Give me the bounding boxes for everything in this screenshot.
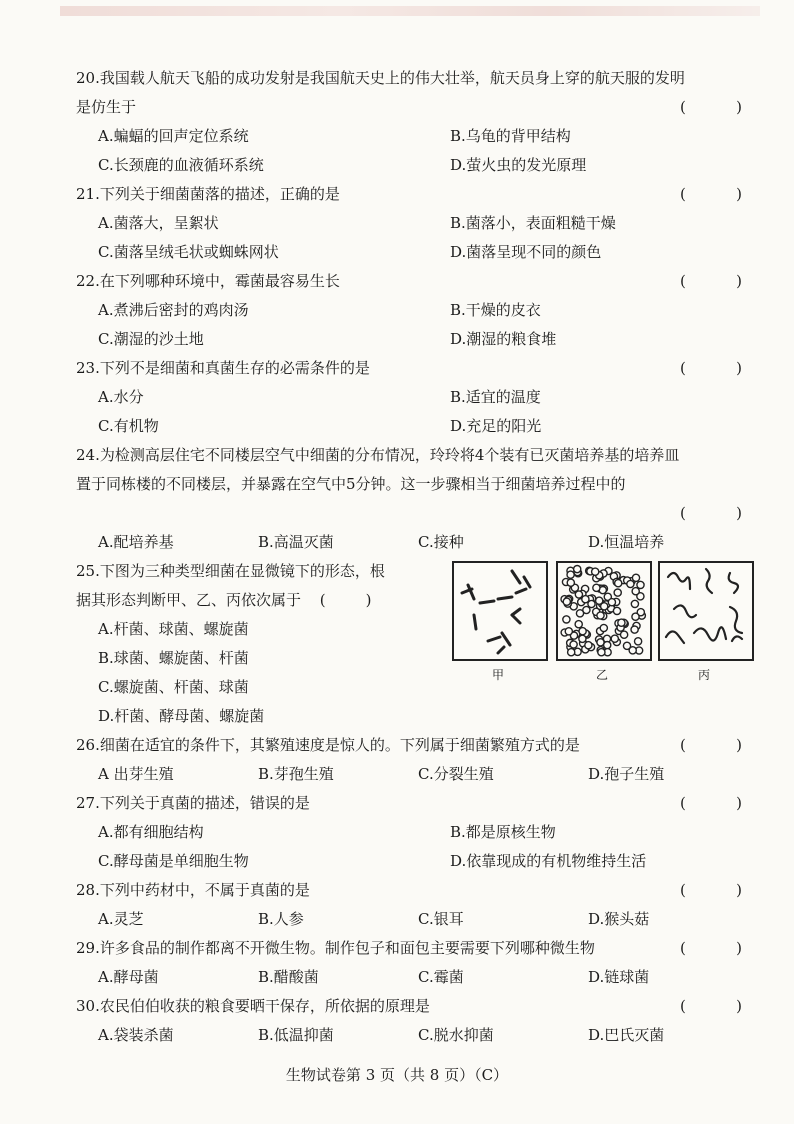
figure-panel-coccus (556, 561, 652, 661)
options (76, 1021, 756, 1050)
option-d: D.猴头菇 (588, 910, 650, 928)
option-c: C.分裂生殖 (418, 765, 494, 783)
coccus-cell (618, 619, 625, 626)
answer-bracket: ( ) (680, 997, 742, 1015)
question-24 (76, 441, 756, 557)
question-stem: 是仿生于 (76, 98, 137, 116)
question-22 (76, 267, 756, 354)
options (76, 296, 756, 354)
coccus-cell (598, 649, 605, 656)
question-27 (76, 789, 756, 876)
option-a: A.蝙蝠的回声定位系统 (98, 127, 249, 145)
option-a: A.配培养基 (98, 533, 174, 551)
coccus-cell (567, 571, 574, 578)
coccus-cell (574, 566, 581, 573)
option-c: C.酵母菌是单细胞生物 (98, 852, 249, 870)
question-stem: 25.下图为三种类型细菌在显微镜下的形态，根 (76, 562, 385, 580)
option-d: D.孢子生殖 (588, 765, 665, 783)
coccus-cell (613, 607, 620, 614)
option-b: B.醋酸菌 (258, 968, 319, 986)
exam-page (76, 64, 756, 1050)
answer-bracket: ( ) (680, 736, 742, 754)
coccus-cell (614, 589, 621, 596)
coccus-cell (600, 624, 607, 631)
option-a: A.煮沸后密封的鸡肉汤 (98, 301, 249, 319)
coccus-cell (615, 580, 622, 587)
option-b: B.都是原核生物 (450, 823, 556, 841)
answer-bracket: ( ) (680, 98, 742, 116)
coccus-cell (597, 612, 604, 619)
question-stem: 27.下列关于真菌的描述，错误的是 (76, 794, 310, 812)
coccus-cell (627, 580, 634, 587)
option-d: D.菌落呈现不同的颜色 (450, 243, 602, 261)
options (76, 818, 756, 876)
options (76, 528, 756, 557)
option-a: A.酵母菌 (98, 968, 159, 986)
question-29 (76, 934, 756, 992)
option-b: B.高温灭菌 (258, 533, 334, 551)
question-28 (76, 876, 756, 934)
options (76, 383, 756, 441)
option-b: B.适宜的温度 (450, 388, 541, 406)
coccus-cell (565, 628, 572, 635)
question-stem: 30.农民伯伯收获的粮食要晒干保存，所依据的原理是 (76, 997, 430, 1015)
answer-bracket: ( ) (680, 272, 742, 290)
option-c: C.有机物 (98, 417, 159, 435)
coccus-cell (575, 621, 582, 628)
question-21 (76, 180, 756, 267)
option-c: C.菌落呈绒毛状或蜘蛛网状 (98, 243, 279, 261)
scan-header-strip (60, 6, 760, 16)
question-stem: 置于同栋楼的不同楼层，并暴露在空气中5分钟。这一步骤相当于细菌培养过程中的 (76, 475, 626, 493)
question-stem: 29.许多食品的制作都离不开微生物。制作包子和面包主要需要下列哪种微生物 (76, 939, 595, 957)
answer-bracket: ( ) (680, 185, 742, 203)
coccus-cell (621, 631, 628, 638)
question-20 (76, 64, 756, 180)
answer-bracket: ( ) (319, 591, 372, 609)
options (76, 963, 756, 992)
question-stem: 28.下列中药材中，不属于真菌的是 (76, 881, 310, 899)
coccus-cell (623, 642, 630, 649)
coccus-cell (601, 603, 608, 610)
option-c: C.银耳 (418, 910, 464, 928)
answer-bracket: ( ) (680, 794, 742, 812)
option-c: C.长颈鹿的血液循环系统 (98, 156, 264, 174)
option-b: B.球菌、螺旋菌、杆菌 (98, 649, 249, 667)
options (76, 122, 756, 180)
option-a: A.水分 (98, 388, 144, 406)
option-a: A.菌落大，呈絮状 (98, 214, 219, 232)
coccus-cell (563, 598, 570, 605)
options (76, 209, 756, 267)
option-c: C.霉菌 (418, 968, 464, 986)
coccus-cell (604, 642, 611, 649)
coccus-cell (592, 568, 599, 575)
option-b: B.干燥的皮衣 (450, 301, 541, 319)
question-stem: 据其形态判断甲、乙、丙依次属于 (76, 591, 302, 609)
figure-label-bing: 丙 (697, 668, 710, 682)
coccus-cell (593, 584, 600, 591)
question-stem: 24.为检测高层住宅不同楼层空气中细菌的分布情况，玲玲将4个装有已灭菌培养基的培养皿 (76, 446, 680, 464)
question-25 (76, 557, 756, 731)
option-d: D.依靠现成的有机物维持生活 (450, 852, 647, 870)
coccus-cell (611, 635, 618, 642)
option-b: B.低温抑菌 (258, 1026, 334, 1044)
coccus-cell (567, 579, 574, 586)
options (76, 760, 756, 789)
coccus-cell (632, 574, 639, 581)
option-b: B.人参 (258, 910, 304, 928)
coccus-cell (631, 600, 638, 607)
option-a: A.袋装杀菌 (98, 1026, 174, 1044)
coccus-cell (632, 588, 639, 595)
coccus-cell (635, 638, 642, 645)
option-d: D.恒温培养 (588, 533, 665, 551)
figure-panel-rod (452, 561, 548, 661)
coccus-cell (588, 600, 595, 607)
question-30 (76, 992, 756, 1050)
option-b: B.菌落小，表面粗糙干燥 (450, 214, 616, 232)
answer-bracket: ( ) (680, 939, 742, 957)
option-a: A 出芽生殖 (98, 765, 174, 783)
option-d: D.链球菌 (588, 968, 650, 986)
coccus-cell (570, 641, 577, 648)
option-a: A.都有细胞结构 (98, 823, 204, 841)
option-b: B.芽孢生殖 (258, 765, 334, 783)
coccus-cell (632, 613, 639, 620)
option-c: C.螺旋菌、杆菌、球菌 (98, 678, 249, 696)
coccus-cell (631, 626, 638, 633)
option-a: A.灵芝 (98, 910, 144, 928)
coccus-cell (637, 581, 644, 588)
option-d: D.杆菌、酵母菌、螺旋菌 (98, 707, 265, 725)
option-c: C.脱水抑菌 (418, 1026, 494, 1044)
question-stem: 20.我国载人航天飞船的成功发射是我国航天史上的伟大壮举，航天员身上穿的航天服的发明 (76, 69, 685, 87)
answer-bracket: ( ) (680, 359, 742, 377)
question-23 (76, 354, 756, 441)
coccus-cell (579, 635, 586, 642)
option-c: C.接种 (418, 533, 464, 551)
figure-label-jia: 甲 (491, 668, 504, 682)
answer-bracket: ( ) (680, 881, 742, 899)
options (76, 905, 756, 934)
coccus-cell (568, 649, 575, 656)
answer-bracket: ( ) (680, 504, 742, 522)
question-stem: 23.下列不是细菌和真菌生存的必需条件的是 (76, 359, 370, 377)
question-stem: 26.细菌在适宜的条件下，其繁殖速度是惊人的。下列属于细菌繁殖方式的是 (76, 736, 580, 754)
coccus-cell (563, 616, 570, 623)
coccus-cell (576, 610, 583, 617)
option-d: D.巴氏灭菌 (588, 1026, 665, 1044)
option-d: D.充足的阳光 (450, 417, 542, 435)
option-c: C.潮湿的沙土地 (98, 330, 204, 348)
option-a: A.杆菌、球菌、螺旋菌 (98, 620, 249, 638)
coccus-cell (608, 599, 615, 606)
page-footer: 生物试卷第 3 页（共 8 页）（C） (285, 1066, 509, 1084)
question-26 (76, 731, 756, 789)
question-stem: 22.在下列哪种环境中，霉菌最容易生长 (76, 272, 340, 290)
coccus-cell (579, 628, 586, 635)
coccus-cell (575, 591, 582, 598)
question-stem: 21.下列关于细菌菌落的描述，正确的是 (76, 185, 340, 203)
figure-panel-spiral (658, 561, 754, 661)
figure-label-yi: 乙 (595, 668, 608, 682)
coccus-cell (585, 642, 592, 649)
option-d: D.萤火虫的发光原理 (450, 156, 587, 174)
option-b: B.乌龟的背甲结构 (450, 127, 571, 145)
option-d: D.潮湿的粮食堆 (450, 330, 557, 348)
bacteria-figure (452, 561, 752, 696)
